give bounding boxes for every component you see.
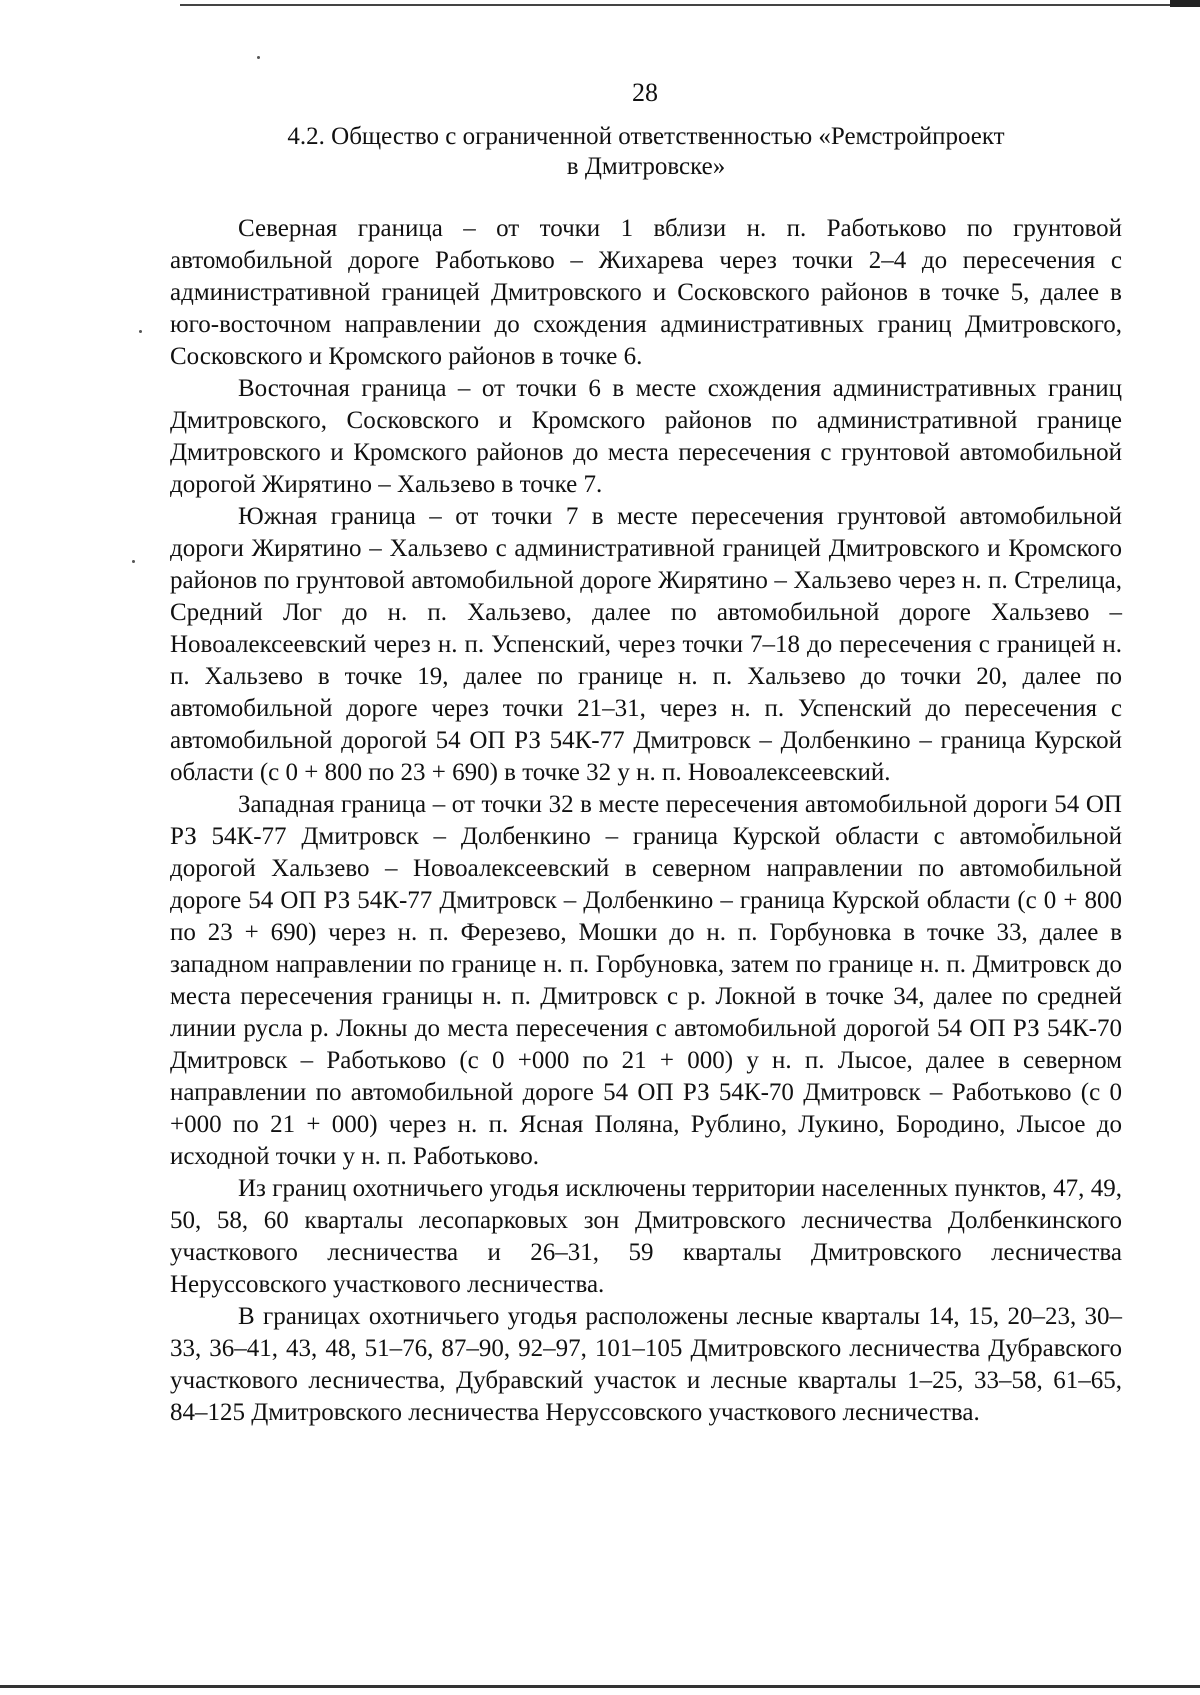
paragraph-southern-border: Южная граница – от точки 7 в месте пересечения грунтовой автомобильной дороги Жирятино – Хальзево с административной границей Дмитровского и Кромского районов по грунтовой автомобильной дороге Жирятино – Хальзево через н. п. Стрелица, Средний Лог до н. п. Хальзево, далее по автомобильной дороге Хальзево – Новоалексеевский через н. п. Успенский, через точки 7–18 до пересечения с границей н. п. Хальзево в точке 19, далее по границе н. п. Хальзево до точки 20, далее по автомобильной дороге через точки 21–31, через н. п. Успенский до пересечения с автомобильной дорогой 54 ОП РЗ 54К-77 Дмитровск – Долбенкино – граница Курской области (с 0 + 800 по 23 + 690) в точке 32 у н. п. Новоалексеевский. bbox=[170, 503, 1122, 786]
scan-speck bbox=[132, 560, 135, 563]
paragraph-western-border: Западная граница – от точки 32 в месте пересечения автомобильной дороги 54 ОП РЗ 54К-77 Дмитровск – Долбенкино – граница Курской области с автомобильной дорогой Хальзево – Новоалексеевский в северном направлении по автомобильной дороге 54 ОП РЗ 54К-77 Дмитровск – Долбенкино – граница Курской области (с 0 + 800 по 23 + 690) через н. п. Ферезево, Мошки до н. п. Горбуновка в точке 33, далее в западном направлении по границе н. п. Горбуновка, затем по границе н. п. Дмитровск до места пересечения границы н. п. Дмитровск с р. Локной в точке 34, далее по средней линии русла р. Локны до места пересечения с автомобильной дорогой 54 ОП РЗ 54К-70 Дмитровск – Работьково (с 0 +000 по 21 + 000) у н. п. Лысое, далее в северном направлении по автомобильной дороге 54 ОП РЗ 54К-70 Дмитровск – Работьково (с 0 +000 по 21 + 000) через н. п. Ясная Поляна, Рублино, Лукино, Бородино, Лысое до исходной точки у н. п. Работьково. bbox=[170, 791, 1122, 1170]
document-body bbox=[170, 213, 1122, 1429]
section-title-line: 4.2. Общество с ограниченной ответственностью «Ремстройпроект bbox=[287, 123, 1005, 150]
paragraph-northern-border: Северная граница – от точки 1 вблизи н. п. Работьково по грунтовой автомобильной дороге Работьково – Жихарева через точки 2–4 до пересечения с административной границей Дмитровского и Сосковского районов в точке 5, далее в юго-восточном направлении до схождения административных границ Дмитровского, Сосковского и Кромского районов в точке 6. bbox=[170, 215, 1122, 370]
paragraph-exclusions: Из границ охотничьего угодья исключены территории населенных пунктов, 47, 49, 50, 58, 60 кварталы лесопарковых зон Дмитровского лесничества Долбенкинского участкового лесничества и 26–31, 59 кварталы Дмитровского лесничества Неруссовского участкового лесничества. bbox=[170, 1175, 1122, 1298]
page-number: 28 bbox=[632, 78, 658, 107]
scan-speck bbox=[139, 330, 142, 333]
scan-edge-top bbox=[180, 4, 1200, 6]
section-title-line: в Дмитровске» bbox=[566, 153, 726, 180]
section-title bbox=[170, 122, 1122, 182]
paragraph-forest-quarters: В границах охотничьего угодья расположены лесные кварталы 14, 15, 20–23, 30–33, 36–41, 43, 48, 51–76, 87–90, 92–97, 101–105 Дмитровского лесничества Дубравского участкового лесничества, Дубравский участок и лесные кварталы 1–25, 33–58, 61–65, 84–125 Дмитровского лесничества Неруссовского участкового лесничества. bbox=[170, 1303, 1122, 1426]
paragraph-eastern-border: Восточная граница – от точки 6 в месте схождения административных границ Дмитровского, Сосковского и Кромского районов по административной границе Дмитровского и Кромского районов до места пересечения с грунтовой автомобильной дорогой Жирятино – Хальзево в точке 7. bbox=[170, 375, 1122, 498]
scan-speck bbox=[257, 56, 260, 59]
scan-edge-corner bbox=[1170, 0, 1200, 7]
scan-edge-bottom bbox=[0, 1685, 1200, 1688]
